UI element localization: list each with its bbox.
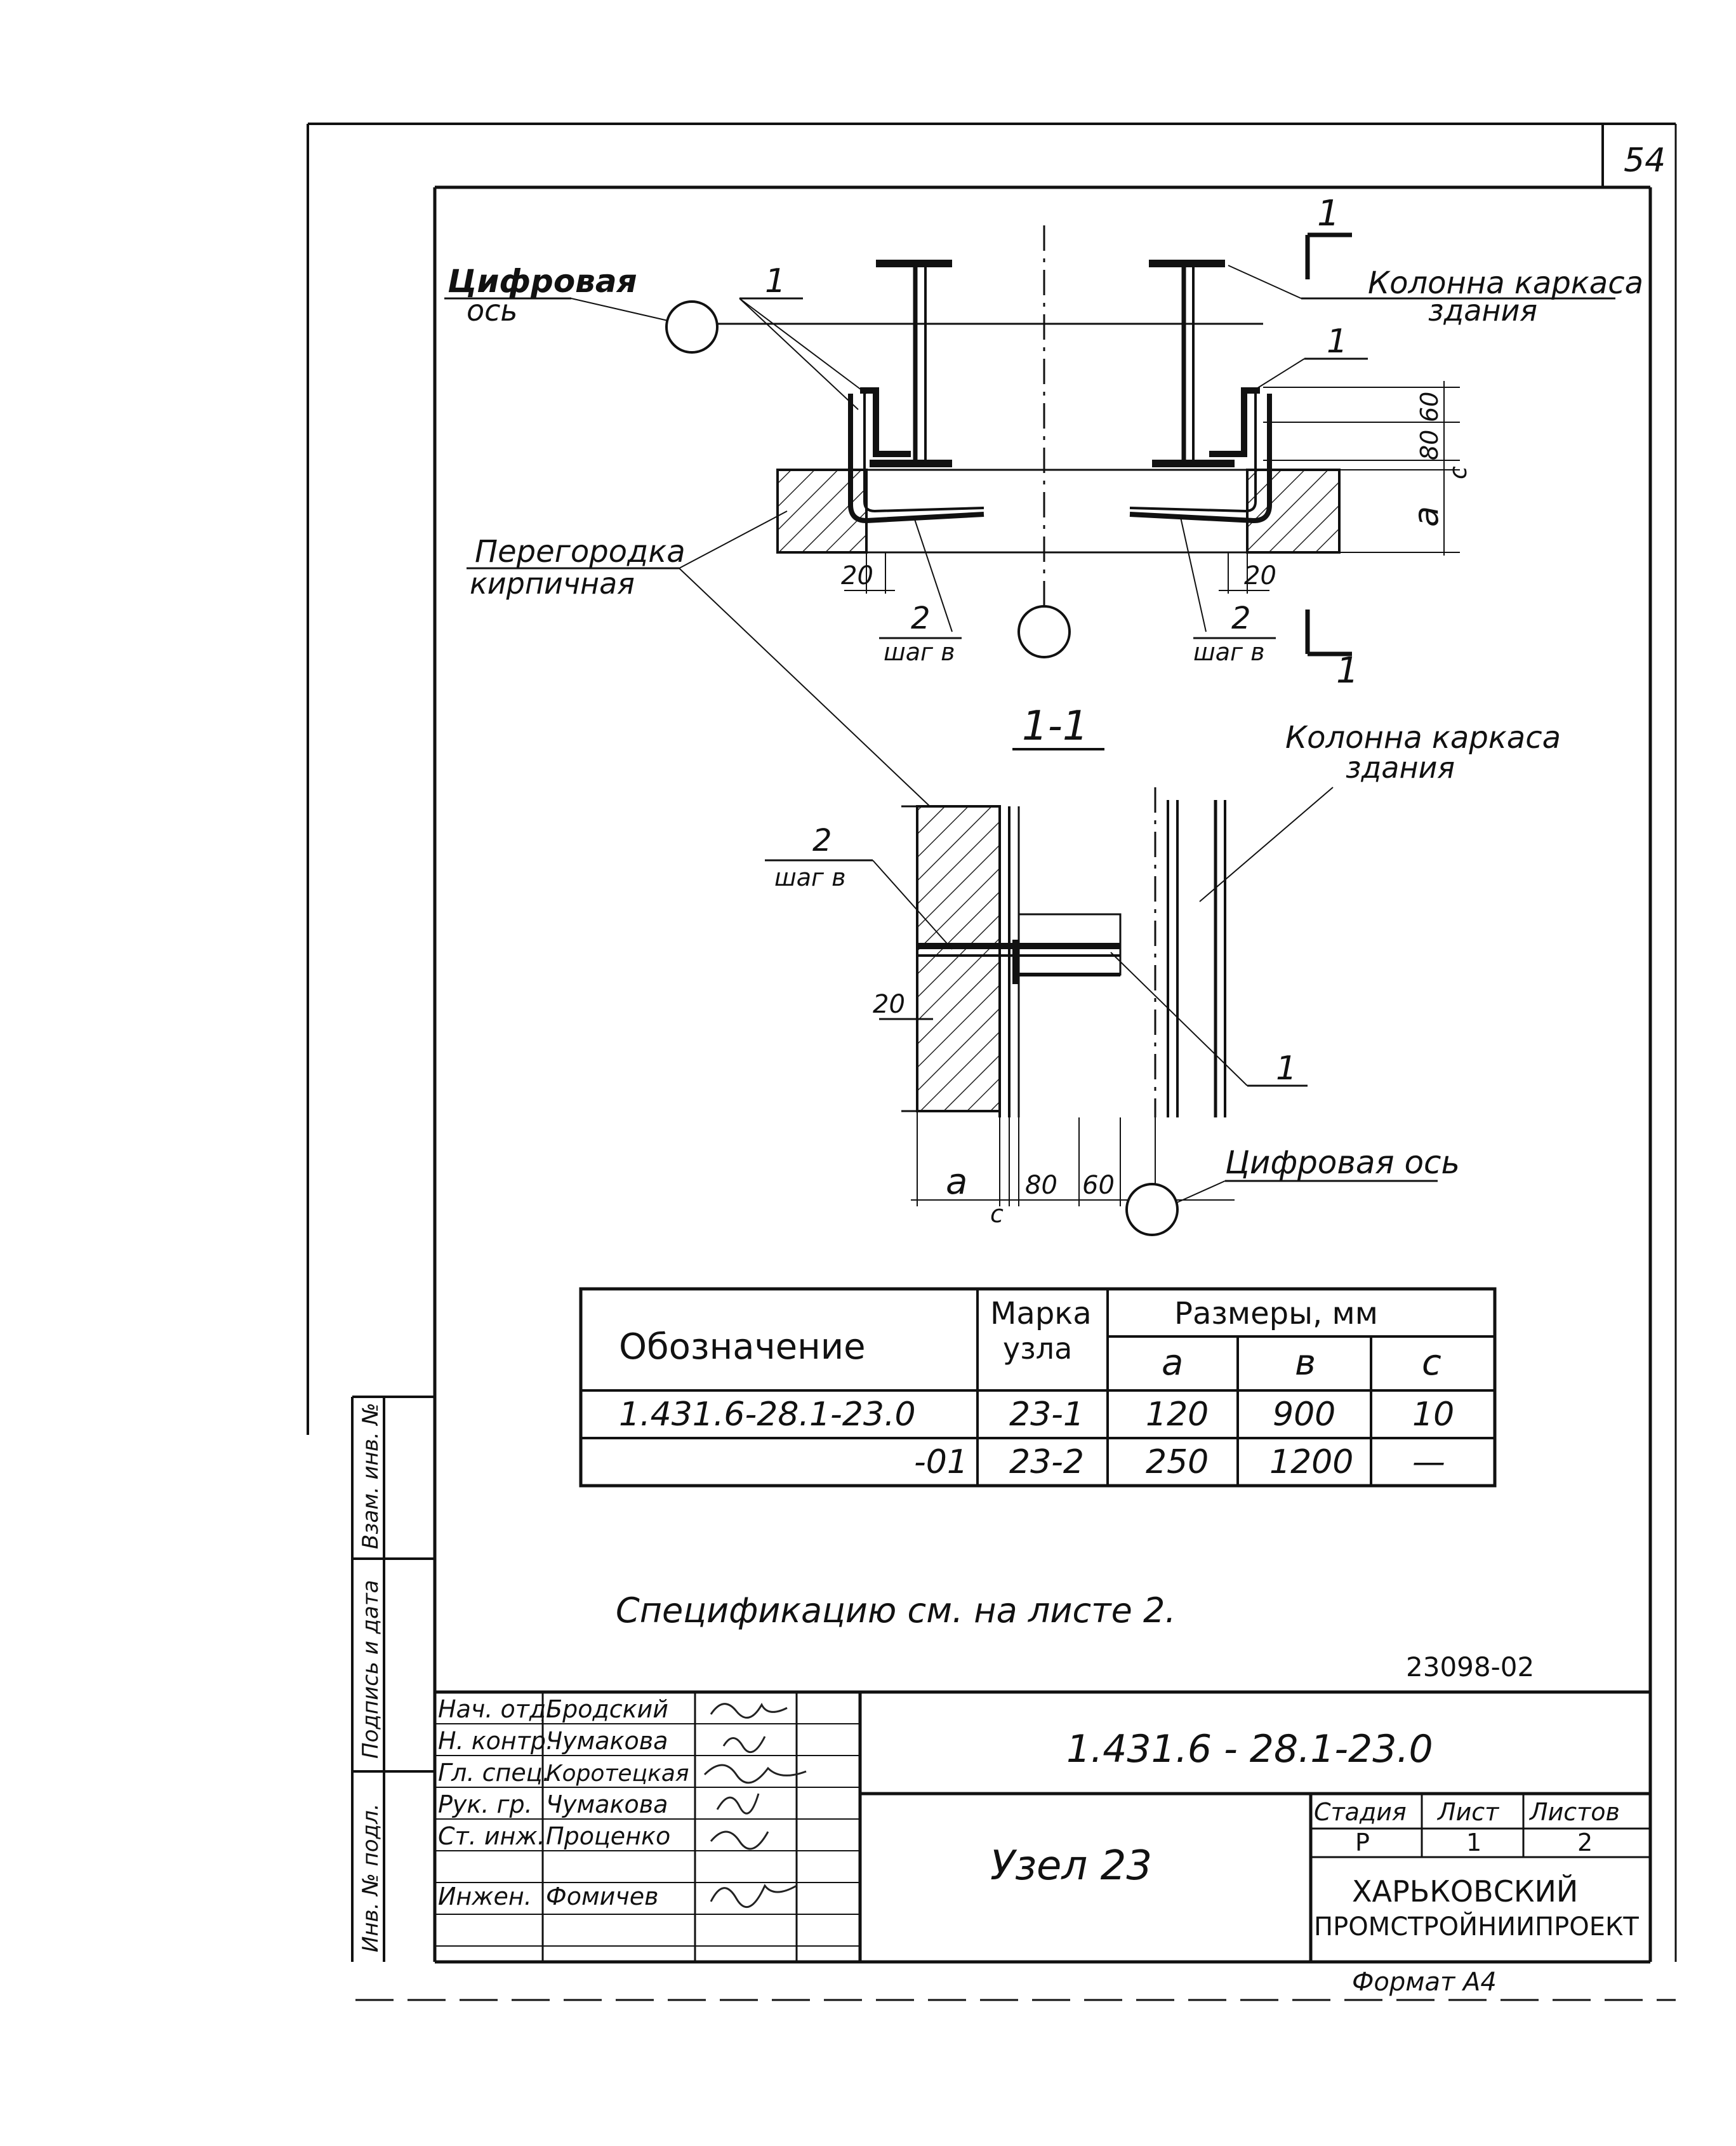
role-chief-spec: Гл. спец. <box>438 1759 550 1787</box>
section-dim-20: 20 <box>873 990 905 1019</box>
table-row <box>914 1443 1445 1481</box>
row2-mark: 23-2 <box>1009 1443 1085 1481</box>
column-label-line1: Колонна каркаса <box>1368 265 1644 301</box>
table-subheader-a: а <box>1162 1342 1184 1383</box>
table-header-designation: Обозначение <box>619 1326 866 1368</box>
dim-20-right: 20 <box>1244 561 1276 590</box>
section-dim-80: 80 <box>1025 1171 1057 1200</box>
sheets-label: Листов <box>1530 1798 1620 1826</box>
section-callout-1: 1 <box>1276 1050 1297 1088</box>
list-item <box>438 1759 689 1787</box>
step-label-right: шаг в <box>1193 638 1265 666</box>
table-row <box>619 1396 1454 1434</box>
name-group-lead: Чумакова <box>546 1790 668 1818</box>
drawing-title: Узел 23 <box>990 1843 1153 1889</box>
row2-b: 1200 <box>1269 1443 1354 1481</box>
list-item <box>438 1695 668 1723</box>
column-label-line2: здания <box>1428 293 1538 328</box>
name-senior-eng: Проценко <box>546 1822 671 1850</box>
row2-a: 250 <box>1146 1443 1209 1481</box>
section-dim-60: 60 <box>1082 1171 1115 1200</box>
row1-c: 10 <box>1412 1396 1455 1434</box>
role-head-dept: Нач. отд. <box>438 1695 554 1723</box>
row1-designation: 1.431.6-28.1-23.0 <box>619 1396 916 1434</box>
stage-value: Р <box>1355 1829 1370 1856</box>
name-engineer: Фомичев <box>546 1883 659 1910</box>
section-mark-bottom: 1 <box>1336 650 1359 691</box>
section-column-label-line2: здания <box>1346 750 1455 785</box>
callout-2-right: 2 <box>1231 601 1251 636</box>
dim-20-left: 20 <box>841 561 873 590</box>
role-senior-eng: Ст. инж. <box>438 1822 545 1850</box>
stamp-replaced-inventory: Взам. инв. № <box>358 1403 383 1549</box>
signatures <box>705 1704 806 1907</box>
list-item <box>438 1790 668 1818</box>
callout-2-left: 2 <box>911 601 931 636</box>
section-callout-2: 2 <box>812 823 832 858</box>
paper-format: Формат А4 <box>1352 1968 1497 1997</box>
name-norm-control: Чумакова <box>546 1727 668 1755</box>
partition-label-line1: Перегородка <box>475 534 686 570</box>
list-item <box>438 1822 670 1850</box>
table-header-sizes: Размеры, мм <box>1174 1296 1378 1331</box>
row2-designation: -01 <box>914 1443 968 1481</box>
stage-label: Стадия <box>1314 1798 1407 1826</box>
callout-1-left: 1 <box>765 262 786 300</box>
name-head-dept: Бродский <box>546 1695 668 1723</box>
organization-line2: ПРОМСТРОЙНИИПРОЕКТ <box>1314 1912 1639 1942</box>
section-title: 1-1 <box>1022 703 1089 750</box>
list-item <box>438 1727 668 1755</box>
stamp-signature-date: Подпись и дата <box>358 1580 383 1759</box>
sheets-value: 2 <box>1577 1829 1593 1856</box>
role-norm-control: Н. контр. <box>438 1727 554 1755</box>
row1-b: 900 <box>1273 1396 1336 1434</box>
partition-label-line2: кирпичная <box>470 566 635 601</box>
callout-1-right: 1 <box>1327 323 1348 361</box>
section-column-label-line1: Колонна каркаса <box>1285 720 1561 756</box>
section-digital-axis-label: Цифровая ось <box>1225 1144 1461 1181</box>
specification-note: Спецификацию см. на листе 2. <box>616 1590 1176 1630</box>
row2-c: — <box>1412 1443 1445 1481</box>
sheet-label: Лист <box>1438 1798 1499 1826</box>
section-mark-top: 1 <box>1317 193 1340 234</box>
organization-line1: ХАРЬКОВСКИЙ <box>1352 1874 1579 1909</box>
name-chief-spec: Коротецкая <box>546 1761 689 1787</box>
list-item <box>438 1883 659 1910</box>
table-header-mark-2: узла <box>1003 1331 1073 1366</box>
stamp-original-inventory: Инв. № подл. <box>358 1803 383 1952</box>
step-label-left: шаг в <box>884 638 955 666</box>
section-dim-a: а <box>946 1161 968 1203</box>
inventory-number: 23098-02 <box>1406 1651 1535 1683</box>
dim-c: с <box>1444 466 1472 479</box>
section-step-label: шаг в <box>774 863 846 891</box>
table-subheader-c: с <box>1422 1342 1441 1383</box>
sheet-value: 1 <box>1466 1829 1482 1856</box>
digital-axis-label-line2: ось <box>467 293 518 328</box>
page-number: 54 <box>1624 142 1666 180</box>
digital-axis-label-line1: Цифровая <box>447 263 637 300</box>
row1-a: 120 <box>1146 1396 1209 1434</box>
table-header-mark-1: Марка <box>990 1296 1092 1331</box>
dim-80: 80 <box>1415 429 1443 460</box>
table-subheader-b: в <box>1295 1342 1316 1383</box>
row1-mark: 23-1 <box>1009 1396 1085 1434</box>
section-dim-c: с <box>990 1200 1004 1228</box>
document-code: 1.431.6 - 28.1-23.0 <box>1066 1727 1433 1771</box>
role-engineer: Инжен. <box>438 1883 532 1910</box>
dim-60: 60 <box>1415 391 1443 422</box>
dim-a: а <box>1406 505 1446 527</box>
role-group-lead: Рук. гр. <box>438 1790 533 1818</box>
